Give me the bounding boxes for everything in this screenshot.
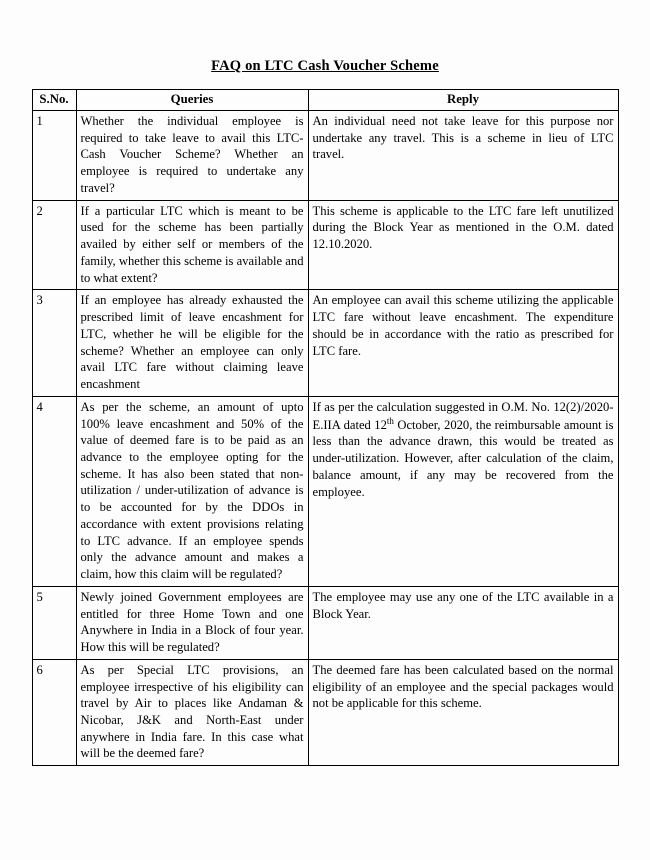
row-reply [308,396,618,586]
faq-table [32,89,619,766]
row-reply: The employee may use any one of the LTC available in a Block Year. [308,586,618,659]
row-number: 5 [32,586,76,659]
reply-text-part-2: October, 2020, the reimbursable amount is less than the advance drawn, this would be treated as under-utilization. However, after calculation of the claim, balance amount, if any may be recovered from the employee. [312,417,614,499]
row-query: If an employee has already exhausted the prescribed limit of leave encashment for LTC, whether he will be eligible for the scheme? Whether an employee can only avail LTC fare without claiming leave encashment [76,290,308,396]
table-row [32,290,618,396]
row-number: 4 [32,396,76,586]
row-number: 2 [32,200,76,290]
row-reply: An employee can avail this scheme utilizing the applicable LTC fare without leave encashment. The expenditure should be in accordance with the ratio as prescribed for LTC fare. [308,290,618,396]
row-query: As per the scheme, an amount of upto 100% leave encashment and 50% of the value of deemed fare is to be paid as an advance to the employee opting for the scheme. It has also been stated that non-utilization / under-utilization of advance is to be accounted for by the DDOs in accordance with extent provisions relating to LTC advance. If an employee spends only the advance amount and makes a claim, how this claim will be regulated? [76,396,308,586]
row-query: Whether the individual employee is required to take leave to avail this LTC- Cash Voucher Scheme? Whether an employee is required to undertake any travel? [76,111,308,201]
row-number: 6 [32,659,76,765]
row-reply: This scheme is applicable to the LTC fare left unutilized during the Block Year as mentioned in the O.M. dated 12.10.2020. [308,200,618,290]
column-header-queries: Queries [76,90,308,111]
table-header-row [32,90,618,111]
reply-ordinal-suffix: th [386,415,394,426]
row-number: 3 [32,290,76,396]
page-title: FAQ on LTC Cash Voucher Scheme [211,58,439,74]
column-header-sno: S.No. [32,90,76,111]
table-row [32,586,618,659]
row-number: 1 [32,111,76,201]
column-header-reply: Reply [308,90,618,111]
row-reply: The deemed fare has been calculated based on the normal eligibility of an employee and the special packages would not be applicable for this scheme. [308,659,618,765]
table-row [32,200,618,290]
row-query: If a particular LTC which is meant to be used for the scheme has been partially availed by either self or members of the family, whether this scheme is available and to what extent? [76,200,308,290]
table-row [32,396,618,586]
row-reply: An individual need not take leave for this purpose nor undertake any travel. This is a scheme in lieu of LTC travel. [308,111,618,201]
row-query: As per Special LTC provisions, an employee irrespective of his eligibility can travel by Air to places like Andaman & Nicobar, J&K and North-East under anywhere in India fare. In this case what will be the deemed fare? [76,659,308,765]
row-query: Newly joined Government employees are entitled for three Home Town and one Anywhere in India in a Block of four year. How this will be regulated? [76,586,308,659]
reply-text-part-1: If as per the calculation suggested in O.M. No. 12(2)/2020-E.IIA dated 12 [312,399,614,432]
table-row [32,111,618,201]
table-row [32,659,618,765]
